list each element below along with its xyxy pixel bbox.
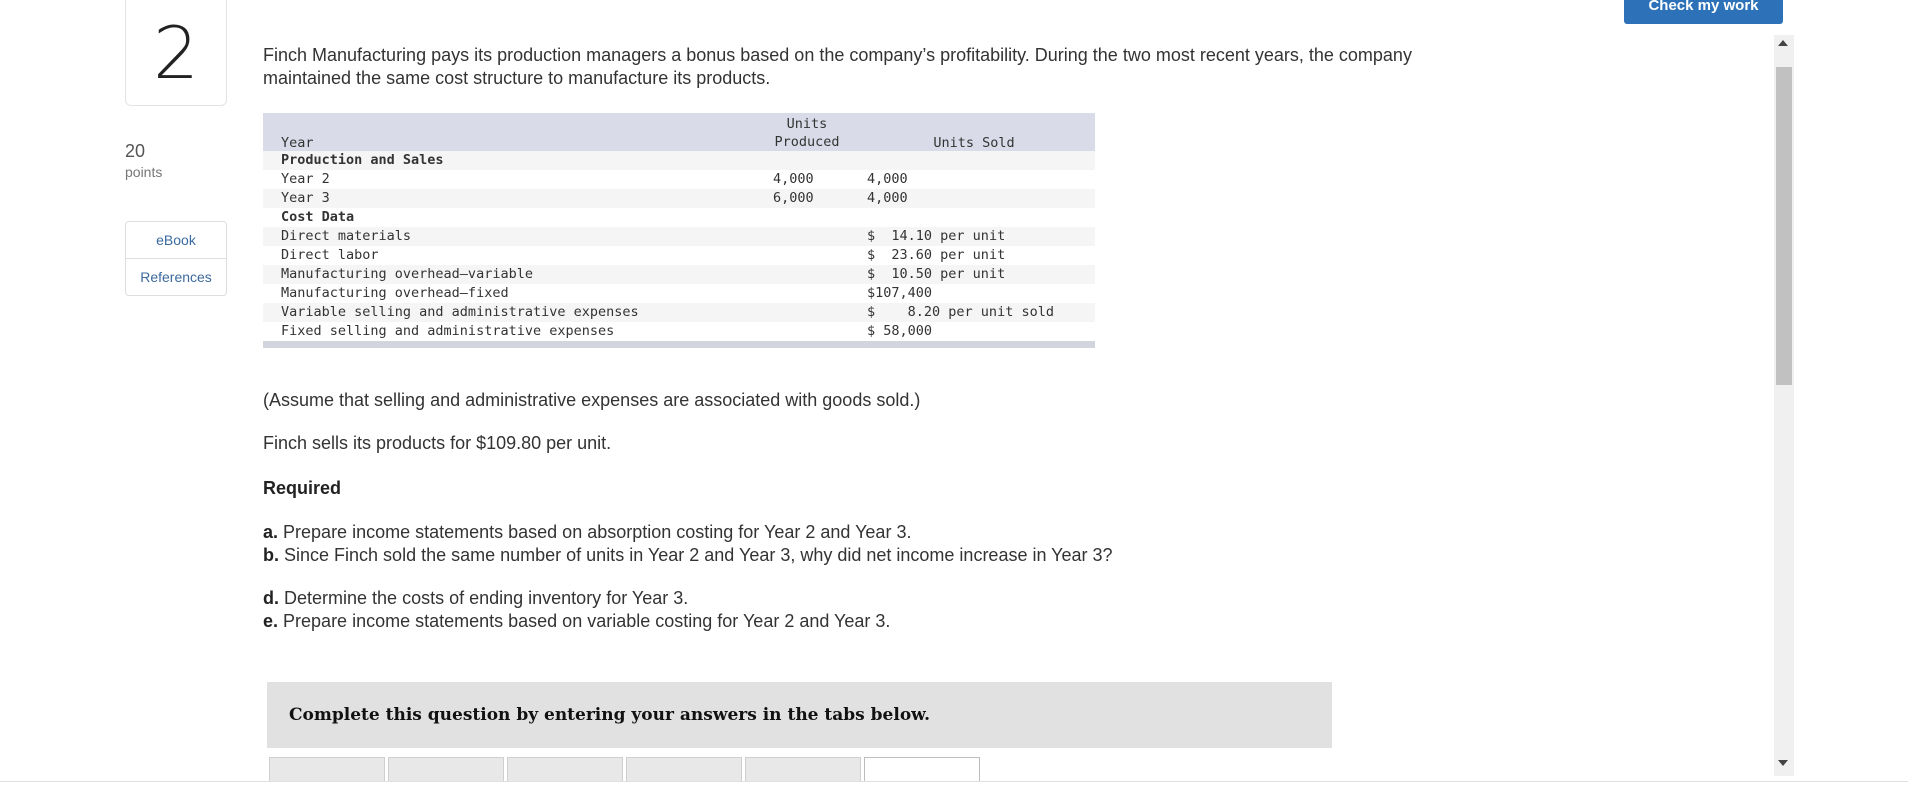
row-value [867, 265, 1005, 284]
row-value-unit: per unit [940, 247, 1006, 263]
row-value [867, 303, 1054, 322]
row-value-amount: $107,400 [867, 285, 933, 301]
header-units-produced-line2: Produced [774, 134, 840, 150]
row-value-amount: $ 58,000 [867, 323, 933, 339]
scrollbar-thumb[interactable] [1776, 67, 1792, 385]
header-units-produced [759, 115, 855, 151]
question-number: 2 [125, 0, 227, 106]
requirement-e-text: Prepare income statements based on variable costing for Year 2 and Year 3. [283, 611, 891, 631]
row-label: Year 2 [281, 171, 330, 187]
requirement-a-letter: a. [263, 522, 279, 542]
row-units-produced: 4,000 [773, 171, 814, 187]
requirement-a-text: Prepare income statements based on absorption costing for Year 2 and Year 3. [283, 522, 912, 542]
requirement-e [263, 610, 890, 633]
row-value-unit: per unit [940, 228, 1006, 244]
row-value [867, 227, 1005, 246]
row-value-amount: 4,000 [867, 171, 908, 187]
tab-4[interactable] [626, 757, 742, 781]
row-label: Production and Sales [281, 152, 444, 168]
requirement-a [263, 521, 1113, 544]
row-value-amount: $ 8.20 [867, 304, 941, 320]
table-row [263, 322, 1095, 341]
row-label: Direct labor [281, 247, 379, 263]
row-label: Year 3 [281, 190, 330, 206]
row-label: Manufacturing overhead—variable [281, 266, 533, 282]
price-text: Finch sells its products for $109.80 per unit. [263, 433, 612, 453]
points-block [125, 141, 162, 180]
side-links [125, 221, 227, 296]
points-label: points [125, 164, 163, 180]
row-value-amount: $ 23.60 [867, 247, 933, 263]
requirement-e-letter: e. [263, 611, 279, 631]
requirement-b [263, 544, 1113, 567]
row-value-amount: $ 14.10 [867, 228, 933, 244]
row-label: Variable selling and administrative expenses [281, 304, 639, 320]
intro-text: Finch Manufacturing pays its production managers a bonus based on the company’s profitability. During the two most recent years, the company maintained the same cost structure to manufacture its products. [263, 45, 1412, 88]
scroll-down-arrow-icon[interactable] [1778, 760, 1788, 766]
tab-3[interactable] [507, 757, 623, 781]
header-units-sold: Units Sold [933, 135, 1015, 151]
header-year: Year [281, 135, 314, 151]
row-label: Manufacturing overhead—fixed [281, 285, 509, 301]
row-value [867, 322, 932, 341]
row-value [867, 246, 1005, 265]
row-value-unit: per unit [940, 266, 1006, 282]
check-my-work-button[interactable]: Check my work [1624, 0, 1783, 24]
row-value-amount: $ 10.50 [867, 266, 933, 282]
tab-6[interactable] [864, 757, 980, 781]
tab-5[interactable] [745, 757, 861, 781]
table-row [263, 303, 1095, 322]
requirement-b-letter: b. [263, 545, 279, 565]
row-value-unit: per unit sold [948, 304, 1054, 320]
row-units-produced: 6,000 [773, 190, 814, 206]
table-row [263, 170, 1095, 189]
row-value [867, 170, 908, 189]
row-label: Cost Data [281, 209, 355, 225]
table-row [263, 151, 1095, 170]
table-header [263, 113, 1095, 151]
requirement-d [263, 587, 890, 610]
table-row [263, 189, 1095, 208]
answer-tabs [269, 757, 980, 781]
row-value [867, 284, 932, 303]
tab-2[interactable] [388, 757, 504, 781]
table-row [263, 227, 1095, 246]
table-row [263, 208, 1095, 227]
scroll-up-arrow-icon[interactable] [1778, 40, 1788, 46]
assume-text: (Assume that selling and administrative expenses are associated with goods sold.) [263, 390, 921, 410]
table-row [263, 246, 1095, 265]
row-label: Direct materials [281, 228, 412, 244]
row-value [867, 189, 908, 208]
requirement-d-text: Determine the costs of ending inventory for Year 3. [284, 588, 689, 608]
table-body [263, 151, 1095, 341]
table-row [263, 265, 1095, 284]
requirements-list-2 [263, 587, 890, 633]
requirement-d-letter: d. [263, 588, 279, 608]
row-label: Fixed selling and administrative expenses [281, 323, 615, 339]
ebook-link[interactable]: eBook [156, 232, 196, 248]
required-title: Required [263, 478, 342, 498]
requirements-list-1 [263, 521, 1113, 567]
data-table [263, 113, 1095, 348]
row-value-amount: 4,000 [867, 190, 908, 206]
table-row [263, 284, 1095, 303]
bottom-divider [0, 781, 1908, 782]
instructions-box: Complete this question by entering your answers in the tabs below. [267, 682, 1332, 748]
tab-1[interactable] [269, 757, 385, 781]
header-units-produced-line1: Units [786, 116, 828, 132]
table-footer-bar [263, 341, 1095, 348]
points-value: 20 [125, 141, 146, 161]
references-link[interactable]: References [126, 258, 226, 295]
requirement-b-text: Since Finch sold the same number of units in Year 2 and Year 3, why did net income increase in Year 3? [284, 545, 1113, 565]
